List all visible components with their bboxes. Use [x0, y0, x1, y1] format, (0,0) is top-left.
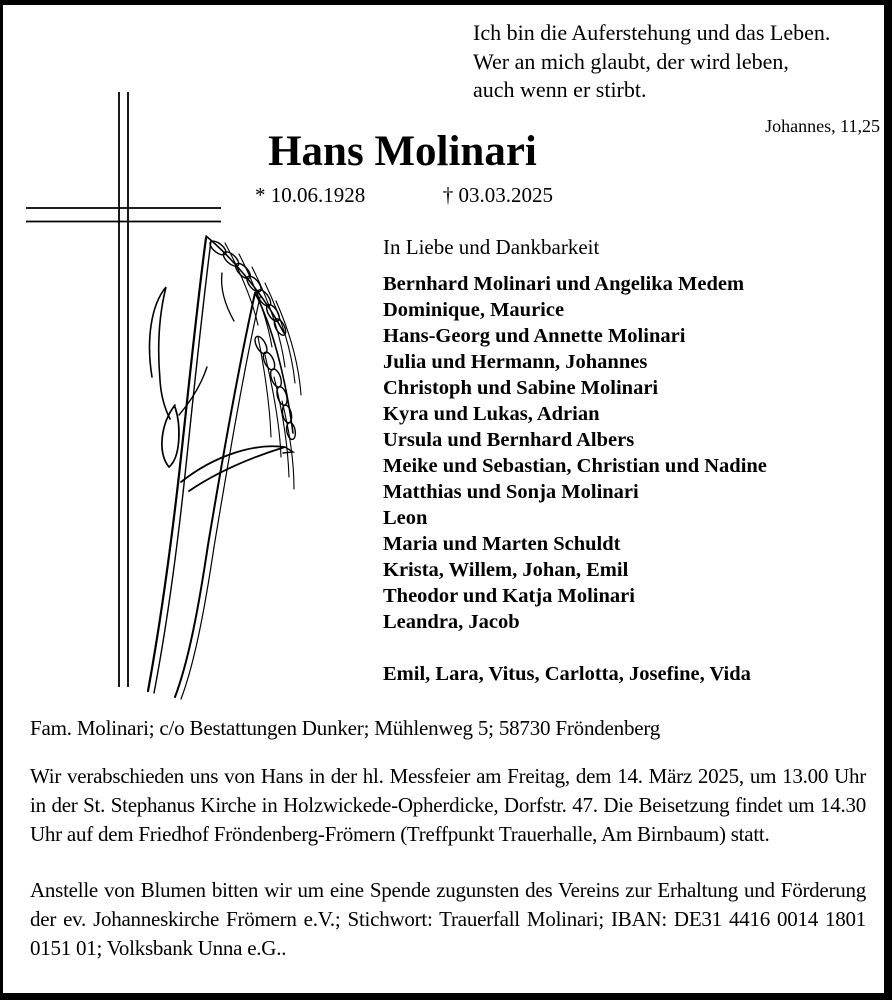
mourner-line: Leon — [383, 507, 428, 529]
mourner-line: Maria und Marten Schuldt — [383, 533, 621, 555]
mourner-line: Krista, Willem, Johan, Emil — [383, 559, 629, 581]
mourner-line: Theodor und Katja Molinari — [383, 585, 635, 607]
mourner-line: Christoph und Sabine Molinari — [383, 377, 659, 399]
grandchildren-line: Emil, Lara, Vitus, Carlotta, Josefine, Vida — [383, 663, 751, 685]
mourner-line: Bernhard Molinari und Angelika Medem — [383, 273, 745, 295]
life-dates — [255, 183, 553, 208]
donation-request: Anstelle von Blumen bitten wir um eine Spende zugunsten des Vereins zur Erhaltung und Förderung der ev. Johanneskirche Frömern e.V.; Stichwort: Trauerfall Molinari; IBAN: DE31 4416 0014 1801 0151 01; Volksbank Unna e.G.. — [30, 878, 866, 960]
memorial-cross-icon — [26, 92, 221, 687]
mourner-line: Matthias und Sonja Molinari — [383, 481, 639, 503]
deceased-name: Hans Molinari — [268, 128, 537, 175]
service-details: Wir verabschieden uns von Hans in der hl. Messfeier am Freitag, dem 14. März 2025, um 13.00 Uhr in der St. Stephanus Kirche in Holzwickede-Opherdicke, Dorfstr. 47. Die Beisetzung findet um 14.30 Uhr auf dem Friedhof Fröndenberg-Frömern (Treffpunkt Trauerhalle, Am Birnbaum) statt. — [30, 764, 866, 846]
quote-text — [473, 19, 880, 105]
death-date: † 03.03.2025 — [442, 183, 553, 207]
quote-line: Ich bin die Auferstehung und das Leben. — [473, 20, 831, 45]
quote-attribution: Johannes, 11,25 — [765, 115, 880, 136]
birth-date: * 10.06.1928 — [255, 183, 366, 207]
dedication-line: In Liebe und Dankbarkeit — [383, 235, 600, 259]
contact-address: Fam. Molinari; c/o Bestattungen Dunker; Mühlenweg 5; 58730 Fröndenberg — [30, 716, 661, 740]
mourner-line: Julia und Hermann, Johannes — [383, 351, 648, 373]
mourner-line: Kyra und Lukas, Adrian — [383, 403, 600, 425]
mourner-line: Meike und Sebastian, Christian und Nadine — [383, 455, 767, 477]
quote-line: auch wenn er stirbt. — [473, 77, 647, 102]
mourner-line: Dominique, Maurice — [383, 299, 565, 321]
mourner-line: Hans-Georg und Annette Molinari — [383, 325, 686, 347]
cross-and-wheat-illustration — [3, 5, 313, 705]
scripture-quote — [473, 19, 880, 140]
mourner-line: Ursula und Bernhard Albers — [383, 429, 635, 451]
mourners-list — [383, 271, 767, 635]
quote-line: Wer an mich glaubt, der wird leben, — [473, 48, 789, 74]
mourner-line: Leandra, Jacob — [383, 611, 520, 633]
wheat-stalks-icon — [148, 236, 301, 699]
